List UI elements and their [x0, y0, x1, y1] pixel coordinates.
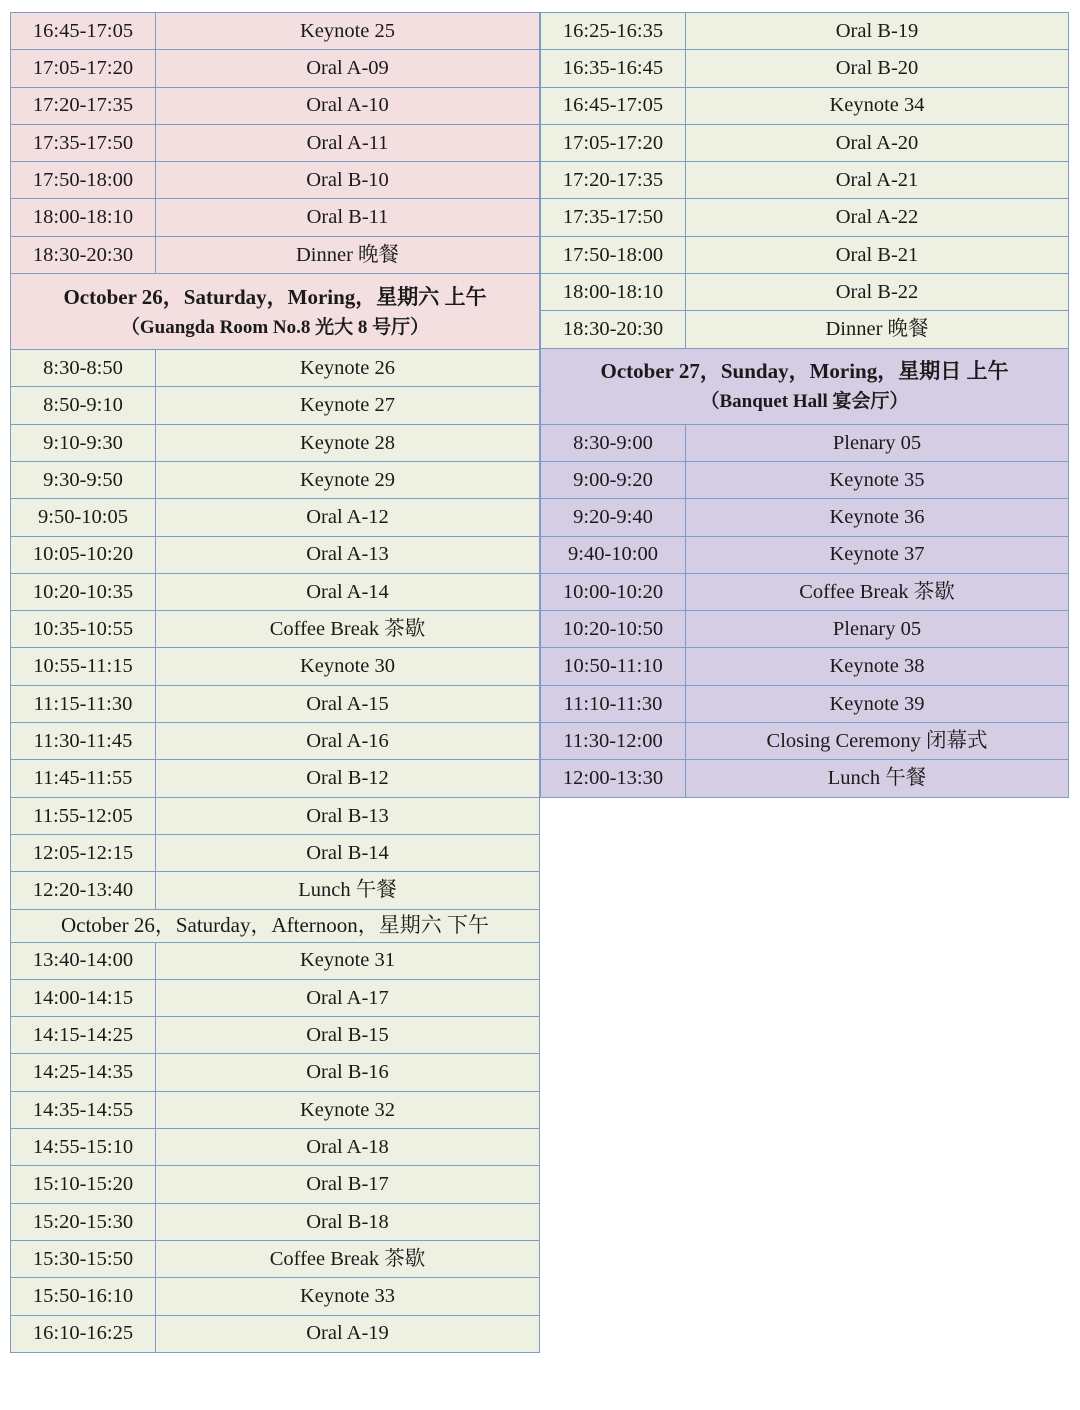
oct26-afternoon-block — [11, 942, 540, 1352]
session-cell: Oral A-14 — [156, 573, 540, 610]
schedule-row — [11, 199, 540, 236]
schedule-row — [11, 834, 540, 871]
session-cell: Coffee Break 茶歇 — [686, 573, 1069, 610]
oct26-morning-block — [11, 350, 540, 909]
schedule-row — [541, 723, 1069, 760]
session-cell: Oral B-13 — [156, 797, 540, 834]
time-cell: 10:35-10:55 — [11, 611, 156, 648]
schedule-row — [11, 979, 540, 1016]
session-cell: Oral B-14 — [156, 834, 540, 871]
session-cell: Oral A-19 — [156, 1315, 540, 1352]
schedule-row — [541, 87, 1069, 124]
time-cell: 9:20-9:40 — [541, 499, 686, 536]
time-cell: 17:20-17:35 — [541, 162, 686, 199]
session-cell: Keynote 25 — [156, 13, 540, 50]
session-cell: Oral A-12 — [156, 499, 540, 536]
time-cell: 17:35-17:50 — [11, 124, 156, 161]
time-cell: 14:35-14:55 — [11, 1091, 156, 1128]
time-cell: 17:05-17:20 — [11, 50, 156, 87]
schedule-row — [11, 1054, 540, 1091]
time-cell: 14:55-15:10 — [11, 1129, 156, 1166]
session-cell: Dinner 晚餐 — [156, 236, 540, 273]
section-heading-venue: （Guangda Room No.8 光大 8 号厅） — [120, 316, 430, 338]
schedule-row — [541, 199, 1069, 236]
schedule-row — [11, 50, 540, 87]
schedule-row — [541, 274, 1069, 311]
schedule-row — [11, 573, 540, 610]
schedule-row — [11, 760, 540, 797]
schedule-row — [11, 1240, 540, 1277]
session-cell: Dinner 晚餐 — [686, 311, 1069, 348]
time-cell: 16:25-16:35 — [541, 13, 686, 50]
session-cell: Oral A-17 — [156, 979, 540, 1016]
section-heading — [11, 274, 540, 350]
session-cell: Oral A-13 — [156, 536, 540, 573]
session-cell: Coffee Break 茶歇 — [156, 1240, 540, 1277]
time-cell: 9:10-9:30 — [11, 424, 156, 461]
section-heading-row — [541, 348, 1069, 424]
schedule-table-right — [540, 12, 1069, 798]
time-cell: 11:30-12:00 — [541, 723, 686, 760]
session-cell: Oral B-15 — [156, 1017, 540, 1054]
schedule-row — [11, 1315, 540, 1352]
session-cell: Keynote 35 — [686, 461, 1069, 498]
session-cell: Oral A-09 — [156, 50, 540, 87]
session-cell: Coffee Break 茶歇 — [156, 611, 540, 648]
time-cell: 15:30-15:50 — [11, 1240, 156, 1277]
time-cell: 12:20-13:40 — [11, 872, 156, 909]
session-cell: Keynote 38 — [686, 648, 1069, 685]
session-cell: Keynote 28 — [156, 424, 540, 461]
schedule-row — [541, 536, 1069, 573]
schedule-row — [541, 311, 1069, 348]
time-cell: 10:20-10:50 — [541, 611, 686, 648]
time-cell: 10:05-10:20 — [11, 536, 156, 573]
session-cell: Closing Ceremony 闭幕式 — [686, 723, 1069, 760]
time-cell: 10:55-11:15 — [11, 648, 156, 685]
schedule-row — [541, 50, 1069, 87]
session-cell: Oral A-15 — [156, 685, 540, 722]
schedule-row — [541, 499, 1069, 536]
session-cell: Oral B-22 — [686, 274, 1069, 311]
session-cell: Oral B-17 — [156, 1166, 540, 1203]
session-cell: Keynote 31 — [156, 942, 540, 979]
schedule-row — [11, 872, 540, 909]
time-cell: 16:10-16:25 — [11, 1315, 156, 1352]
session-cell: Oral A-22 — [686, 199, 1069, 236]
oct26-evening-block — [541, 13, 1069, 349]
session-cell: Oral A-18 — [156, 1129, 540, 1166]
section-heading-title: October 26，Saturday，Afternoon，星期六 下午 — [11, 909, 540, 942]
time-cell: 11:10-11:30 — [541, 685, 686, 722]
section-heading — [541, 348, 1069, 424]
time-cell: 17:50-18:00 — [541, 236, 686, 273]
session-cell: Oral B-12 — [156, 760, 540, 797]
schedule-row — [11, 648, 540, 685]
schedule-row — [541, 236, 1069, 273]
session-cell: Keynote 32 — [156, 1091, 540, 1128]
session-cell: Keynote 36 — [686, 499, 1069, 536]
session-cell: Oral A-10 — [156, 87, 540, 124]
session-cell: Plenary 05 — [686, 424, 1069, 461]
oct26-morning-heading-block — [11, 274, 540, 350]
schedule-row — [11, 461, 540, 498]
time-cell: 17:20-17:35 — [11, 87, 156, 124]
time-cell: 9:00-9:20 — [541, 461, 686, 498]
session-cell: Oral B-20 — [686, 50, 1069, 87]
time-cell: 13:40-14:00 — [11, 942, 156, 979]
section-heading-row — [11, 274, 540, 350]
schedule-row — [11, 942, 540, 979]
oct27-morning-heading-block — [541, 348, 1069, 424]
schedule-row — [541, 162, 1069, 199]
time-cell: 9:30-9:50 — [11, 461, 156, 498]
schedule-row — [541, 685, 1069, 722]
session-cell: Keynote 29 — [156, 461, 540, 498]
session-cell: Lunch 午餐 — [686, 760, 1069, 797]
time-cell: 10:50-11:10 — [541, 648, 686, 685]
session-cell: Oral A-20 — [686, 124, 1069, 161]
schedule-row — [11, 424, 540, 461]
schedule-row — [541, 573, 1069, 610]
schedule-row — [11, 162, 540, 199]
session-cell: Oral A-21 — [686, 162, 1069, 199]
time-cell: 12:05-12:15 — [11, 834, 156, 871]
time-cell: 15:50-16:10 — [11, 1278, 156, 1315]
session-cell: Keynote 39 — [686, 685, 1069, 722]
time-cell: 18:30-20:30 — [541, 311, 686, 348]
schedule-row — [541, 13, 1069, 50]
schedule-left-column — [10, 12, 540, 1353]
schedule-right-column — [540, 12, 1069, 798]
time-cell: 8:30-8:50 — [11, 350, 156, 387]
schedule-row — [11, 797, 540, 834]
schedule-row — [11, 1091, 540, 1128]
time-cell: 8:30-9:00 — [541, 424, 686, 461]
session-cell: Oral B-11 — [156, 199, 540, 236]
schedule-row — [11, 723, 540, 760]
session-cell: Keynote 37 — [686, 536, 1069, 573]
time-cell: 11:30-11:45 — [11, 723, 156, 760]
schedule-row — [11, 1166, 540, 1203]
schedule-row — [11, 350, 540, 387]
session-cell: Lunch 午餐 — [156, 872, 540, 909]
time-cell: 9:40-10:00 — [541, 536, 686, 573]
schedule-row — [541, 424, 1069, 461]
session-cell: Oral A-16 — [156, 723, 540, 760]
schedule-table-left — [10, 12, 540, 1353]
session-cell: Oral B-16 — [156, 1054, 540, 1091]
time-cell: 8:50-9:10 — [11, 387, 156, 424]
time-cell: 11:55-12:05 — [11, 797, 156, 834]
time-cell: 14:25-14:35 — [11, 1054, 156, 1091]
oct27-morning-block — [541, 424, 1069, 797]
session-cell: Oral B-18 — [156, 1203, 540, 1240]
section-heading-title: October 26，Saturday，Moring，星期六 上午 — [63, 284, 487, 309]
schedule-row — [11, 87, 540, 124]
schedule-row — [541, 124, 1069, 161]
schedule-row — [11, 1278, 540, 1315]
section-heading-title: October 27，Sunday，Moring，星期日 上午 — [600, 359, 1009, 384]
session-cell: Keynote 34 — [686, 87, 1069, 124]
oct25-evening-block — [11, 13, 540, 274]
time-cell: 11:45-11:55 — [11, 760, 156, 797]
schedule-row — [11, 13, 540, 50]
schedule-row — [541, 461, 1069, 498]
section-heading-venue: （Banquet Hall 宴会厅） — [700, 391, 909, 413]
session-cell: Oral B-10 — [156, 162, 540, 199]
session-cell: Keynote 30 — [156, 648, 540, 685]
schedule-row — [11, 1203, 540, 1240]
time-cell: 17:50-18:00 — [11, 162, 156, 199]
time-cell: 16:45-17:05 — [11, 13, 156, 50]
time-cell: 11:15-11:30 — [11, 685, 156, 722]
schedule-row — [541, 611, 1069, 648]
session-cell: Oral B-21 — [686, 236, 1069, 273]
schedule-row — [11, 124, 540, 161]
schedule-row — [541, 648, 1069, 685]
schedule-row — [11, 685, 540, 722]
time-cell: 17:05-17:20 — [541, 124, 686, 161]
time-cell: 10:00-10:20 — [541, 573, 686, 610]
schedule-row — [11, 387, 540, 424]
session-cell: Keynote 27 — [156, 387, 540, 424]
time-cell: 14:00-14:15 — [11, 979, 156, 1016]
time-cell: 15:20-15:30 — [11, 1203, 156, 1240]
schedule-row — [541, 760, 1069, 797]
session-cell: Plenary 05 — [686, 611, 1069, 648]
schedule-row — [11, 536, 540, 573]
schedule-row — [11, 236, 540, 273]
section-heading-row — [11, 909, 540, 942]
schedule-row — [11, 611, 540, 648]
session-cell: Keynote 26 — [156, 350, 540, 387]
schedule-row — [11, 499, 540, 536]
time-cell: 16:45-17:05 — [541, 87, 686, 124]
schedule-row — [11, 1017, 540, 1054]
time-cell: 17:35-17:50 — [541, 199, 686, 236]
time-cell: 18:00-18:10 — [541, 274, 686, 311]
session-cell: Keynote 33 — [156, 1278, 540, 1315]
session-cell: Oral A-11 — [156, 124, 540, 161]
session-cell: Oral B-19 — [686, 13, 1069, 50]
time-cell: 16:35-16:45 — [541, 50, 686, 87]
schedule-row — [11, 1129, 540, 1166]
time-cell: 18:00-18:10 — [11, 199, 156, 236]
time-cell: 12:00-13:30 — [541, 760, 686, 797]
time-cell: 18:30-20:30 — [11, 236, 156, 273]
time-cell: 9:50-10:05 — [11, 499, 156, 536]
oct26-afternoon-heading-block — [11, 909, 540, 942]
time-cell: 14:15-14:25 — [11, 1017, 156, 1054]
time-cell: 15:10-15:20 — [11, 1166, 156, 1203]
time-cell: 10:20-10:35 — [11, 573, 156, 610]
